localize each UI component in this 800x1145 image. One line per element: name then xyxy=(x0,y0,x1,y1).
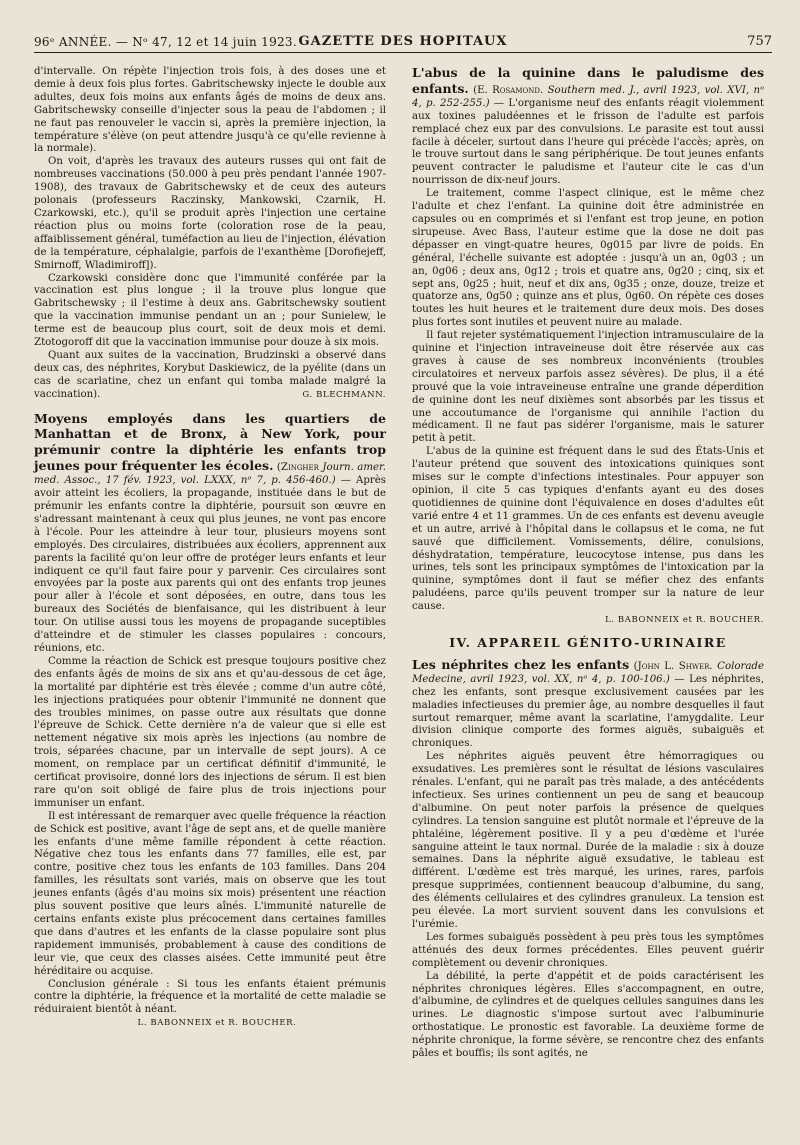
paragraph: Les formes subaiguës possèdent à peu près tous les symptômes atténués des deux formes précédentes. Elles peuvent guérir complètement ou devenir chroniques. xyxy=(412,931,764,969)
paragraph: Czarkowski considère donc que l'immunité conférée par la vaccination est plus longue ; il la trouve plus longue que Gabritschewsky ; il l'estime à deux ans. Gabritschewsky soutient que la vaccination immunise pendant un an ; pour Sunielew, le terme est de beaucoup plus court, soit de deux mois et demi. Ztotogoroff dit que la vaccination immunise pour douze à six mois. xyxy=(34,272,386,349)
paragraph: L'abus de la quinine est fréquent dans le sud des États-Unis et l'auteur prétend que souvent des intoxications quiniques sont mises sur le compte d'infections intestinales. Pour appuyer son opinion, il cite 5 cas typiques d'enfants ayant eu des doses quotidiennes de quinine dont l'équivalence en doses d'adultes eût varié entre 4 et 11 grammes. Un de ces enfants est devenu aveugle et un autre, arrivé à l'hôpital dans le collapsus et le coma, ne fut sauvé que difficilement. Vomissements, délire, conulsions, déshydratation, température, leucocytose intense, pus dans les urines, tels sont les principaux symptômes de l'intoxication par la quinine, symptômes dont il faut se méfier chez des enfants paludéens, parce qu'ils peuvent tromper sur la nature de leur cause. xyxy=(412,446,764,613)
reference-author: John L. Shwer. xyxy=(637,660,713,672)
paragraph: Il faut rejeter systématiquement l'injection intramusculaire de la quinine et l'injection intraveineuse doit être réservée aux cas graves à cause de ses nombreux inconvénients (troubles circulatoires et nerveux parfois assez sévères). De plus, il a été prouvé que la voie intraveineuse entraîne une grande déperdition de quinine dont les neuf dixièmes sont absorbés par les tissus et une accoutumance de l'organisme qui annihile l'action du médicament. Il ne faut pas sidérer l'organisme, mais le saturer petit à petit. xyxy=(412,330,764,445)
paragraph xyxy=(34,350,386,402)
article-title: Les néphrites chez les enfants xyxy=(412,656,630,672)
paragraph-text: Quant aux suites de la vaccination, Brudzinski a observé dans deux cas, des néphrites, Korybut Daskiewicz, de la pyélite (dans un cas de scarlatine, chez un enfant qui tomba malade malgré la vaccination). xyxy=(34,349,386,400)
right-column xyxy=(412,66,764,1061)
issue-info: 96ᵉ ANNÉE. — Nᵒ 47, 12 et 14 juin 1923. xyxy=(34,35,297,49)
paragraph: d'intervalle. On répète l'injection trois fois, à des doses une et demie à deux fois plus fortes. Gabritschewsky injecte le double aux adultes, deux fois moins aux enfants âgés de moins de deux ans. Gabritschewsky conseille d'injecter sous la peau de l'abdomen ; il ne faut pas renouveler le vaccin si, après la première injection, la température s'élève (on peut attendre jusqu'à ce qu'elle revienne à la normale). xyxy=(34,66,386,155)
article-signature: G. BLECHMANN. xyxy=(302,389,386,400)
paragraph: La débilité, la perte d'appétit et de poids caractérisent les néphrites chroniques légères. Elles s'accompagnent, en outre, d'albumine, de cylindres et de quelques cellules sanguines dans les urines. Le diagnostic s'impose surtout avec l'albuminurie orthostatique. Le pronostic est favorable. La deuxième forme de néphrite chronique, la forme sévère, se rencontre chez des enfants pâles et bouffis; ils sont agités, ne xyxy=(412,970,764,1060)
section-title: IV. APPAREIL GÉNITO-URINAIRE xyxy=(449,634,727,650)
paragraph: Conclusion générale : Si tous les enfants étaient prémunis contre la diphtérie, la fréquence et la mortalité de cette maladie se réduiraient bientôt à néant. xyxy=(34,978,386,1016)
paragraph: Il est intéressant de remarquer avec quelle fréquence la réaction de Schick est positive, avant l'âge de sept ans, et de quelle manière les enfants d'une même famille répondent à cette réaction. Négative chez tous les enfants dans 77 familles, elle est, par contre, positive chez tous les enfants de 103 familles. Dans 204 familles, les résultats sont variés, mais on observe que les tout jeunes enfants (âgés d'au moins six mois) présentent une réaction plus souvent positive que leurs aînés. L'immunité naturelle de certains enfants existe plus précocement dans certaines familles que dans d'autres et les enfants de la classe populaire sont plus rapidement immunisés, probablement à cause des conditions de leur vie, que ceux des classes aisées. Cette immunité peut être héréditaire ou acquise. xyxy=(34,810,386,977)
reference-citation: Southern med. J., avril 1923, vol. XVI, nᵒ 4, p. 252-255.) xyxy=(412,84,764,109)
paragraph-text: — Les néphrites, chez les enfants, sont presque exclusivement causées par les maladies infectieuses du premier âge, au nombre desquelles il faut surtout remarquer, même avant la scarlatine, l'amygdalite. Leur division clinique comporte des formes aiguës, subaiguës et chroniques. xyxy=(412,673,765,750)
page-header xyxy=(34,30,772,53)
paragraph-text: — L'organisme neuf des enfants réagit violemment aux toxines paludéennes et le frisson de l'adulte est parfois remplacé chez eux par des convulsions. Le parasite est tout aussi facile à déceler, surtout dans l'heure qui précède l'accès; après, on le trouve surtout dans le sang périphérique. De tout jeunes enfants peuvent contracter le paludisme et l'auteur cite le cas d'un nourrisson de dix-neuf jours. xyxy=(412,97,764,187)
reference-citation: Journ. amer. med. Assoc., 17 fév. 1923, vol. LXXX, nᵒ 7, p. 456-460.) xyxy=(34,462,386,487)
article-signature: L. BABONNEIX et R. BOUCHER. xyxy=(605,615,764,626)
page-number: 757 xyxy=(747,34,772,49)
reference-author: E. Rosamond. xyxy=(477,84,544,96)
article-intro: Moyens employés dans les quartiers de Manhattan et de Bronx, à New York, pour prémunir contre la diphtérie les enfants trop jeunes pour fréquenter les écoles. (Zingher Journ. amer. med. Assoc., 17 fév. 1923, vol. LXXX, nᵒ 7, p. 456-460.) — Après avoir atteint les écoliers, la propagande, instituée dans le but de prémunir les enfants contre la diphtérie, poursuit son œuvre en s'adressant maintenant à ceux qui plus jeunes, ne vont pas encore à l'école. Pour les atteindre à leur tour, plusieurs moyens sont employés. Des circulaires, distribuées aux écoliers, apprennent aux parents la facilité qu'on leur offre de protéger leurs enfants et leur indiquent ce qu'il faut faire pour y parvenir. Ces circulaires sont envoyées par la poste aux parents qui ont des enfants trop jeunes pour aller à l'école et sont déposées, en outre, dans tous les bureaux des Sociétés de bienfaisance, qui les distribuent à leur tour. On utilise aussi tous les moyens de propagande suceptibles d'atteindre et de stimuler les classes populaires : concours, réunions, etc. xyxy=(34,410,386,654)
paragraph: Le traitement, comme l'aspect clinique, est le même chez l'adulte et chez l'enfant. La quinine doit être administrée en capsules ou en comprimés et si l'enfant est trop jeune, en potion sirupeuse. Avec Bass, l'auteur estime que la dose ne doit pas dépasser en vingt-quatre heures, 0g015 par livre de poids. En général, l'échelle suivante est adoptée : jusqu'à un an, 0g03 ; un an, 0g06 ; deux ans, 0g12 ; trois et quatre ans, 0g20 ; cinq, six et sept ans, 0g25 ; huit, neuf et dix ans, 0g35 ; onze, douze, treize et quatorze ans, 0g50 ; quinze ans et plus, 0g60. On répète ces doses toutes les huit heures et le traitement dure deux mois. Des doses plus fortes sont inutiles et peuvent nuire au malade. xyxy=(412,188,764,329)
article-signature: L. BABONNEIX et R. BOUCHER. xyxy=(137,1018,297,1029)
article-title: L'abus de la quinine dans le paludisme des enfants. xyxy=(412,65,764,96)
journal-title: GAZETTE DES HOPITAUX xyxy=(298,34,508,49)
paragraph-text: — Après avoir atteint les écoliers, la propagande, instituée dans le but de prémunir les enfants contre la diphtérie, poursuit son œuvre en s'adressant maintenant à ceux qui plus jeunes, ne vont pas encore à l'école. Pour les atteindre à leur tour, plusieurs moyens sont employés. Des circulaires, distribuées aux écoliers, apprennent aux parents la facilité qu'on leur offre de protéger leurs enfants et leur indiquent ce qu'il faut faire pour y parvenir. Ces circulaires sont envoyées par la poste aux parents qui ont des enfants trop jeunes pour aller à l'école et sont déposées, en outre, dans tous les bureaux des Sociétés de bienfaisance, qui les distribuent à leur tour. On utilise aussi tous les moyens de propagande suceptibles d'atteindre et de stimuler les classes populaires : concours, réunions, etc. xyxy=(34,475,386,654)
left-column xyxy=(34,66,386,1030)
paragraph: Les néphrites aiguës peuvent être hémorragiques ou exsudatives. Les premières sont le résultat de lésions vasculaires rénales. L'enfant, qui ne paraît pas très malade, a des antécédents infectieux. Ses urines contiennent un peu de sang et beaucoup d'albumine. On peut noter parfois la présence de quelques cylindres. La tension sanguine est plutôt normale et l'épreuve de la phtaléine, légèrement positive. Il y a peu d'œdème et l'urée sanguine atteint le taux normal. Durée de la maladie : six à douze semaines. Dans la néphrite aiguë exsudative, le tableau est différent. L'œdème est très marqué, les urines, rares, parfois presque supprimées, contiennent beaucoup d'albumine, du sang, des éléments cellulaires et des cylindres granuleux. La tension est peu élevée. La mort survient souvent dans les convulsions et l'urémie. xyxy=(412,751,764,930)
paragraph: On voit, d'après les travaux des auteurs russes qui ont fait de nombreuses vaccinations (50.000 à peu près pendant l'année 1907-1908), des travaux de Gabritschewsky et de ceux des auteurs polonais (professeurs Raczinsky, Mankowski, Czarnik, H. Czarkowski, etc.), qu'il se produit après l'injection une certaine réaction plus ou moins forte (coloration rose de la peau, affaiblissement général, tuméfaction au lieu de l'injection, élévation de la température, céphalalgie, parfois de l'exanthème [Dorofiejeff, Smirnoff, Wladimiroff]). xyxy=(34,156,386,271)
reference-citation: Colorade Medecine, avril 1923, vol. XX, nᵒ 4, p. 100-106.) xyxy=(412,660,764,685)
article-intro: Les néphrites chez les enfants (John L. Shwer. Colorade Medecine, avril 1923, vol. XX, nᵒ 4, p. 100-106.) — Les néphrites, chez les enfants, sont presque exclusivement causées par les maladies infectieuses du premier âge, au nombre desquelles il faut surtout remarquer, même avant la scarlatine, l'amygdalite. Leur division clinique comporte des formes aiguës, subaiguës et chroniques. xyxy=(412,656,765,750)
reference-author: Zingher xyxy=(280,462,319,474)
article-title: Moyens employés dans les quartiers de Manhattan et de Bronx, à New York, pour prémunir contre la diphtérie les enfants trop jeunes pour fréquenter les écoles. xyxy=(34,410,386,474)
paragraph: Comme la réaction de Schick est presque toujours positive chez des enfants âgés de moins de six ans et qu'au-dessous de cet âge, la mortalité par diphtérie est très élevée ; comme d'un autre côté, les injections pratiquées pour obtenir l'immunité ne donnent que des troubles minimes, on passe outre aux résultats que donne l'épreuve de Schick. Cette dernière n'a de valeur que si elle est nettement négative six mois après les injections (au nombre de trois, séparées chacune, par un intervalle de sept jours). A ce moment, on remplace par un certificat définitif d'immunité, le certificat provisoire, donné lors des injections de sérum. Il est bien rare qu'on soit obligé de faire plus de trois injections pour immuniser un enfant. xyxy=(34,655,386,809)
article-intro: L'abus de la quinine dans le paludisme des enfants. (E. Rosamond. Southern med. J., avril 1923, vol. XVI, nᵒ 4, p. 252-255.) — L'organisme neuf des enfants réagit violemment aux toxines paludéennes et le frisson de l'adulte est parfois remplacé chez eux par des convulsions. Le parasite est tout aussi facile à déceler, surtout dans l'heure qui précède l'accès; après, on le trouve surtout dans le sang périphérique. De tout jeunes enfants peuvent contracter le paludisme et l'auteur cite le cas d'un nourrisson de dix-neuf jours. xyxy=(412,65,764,187)
